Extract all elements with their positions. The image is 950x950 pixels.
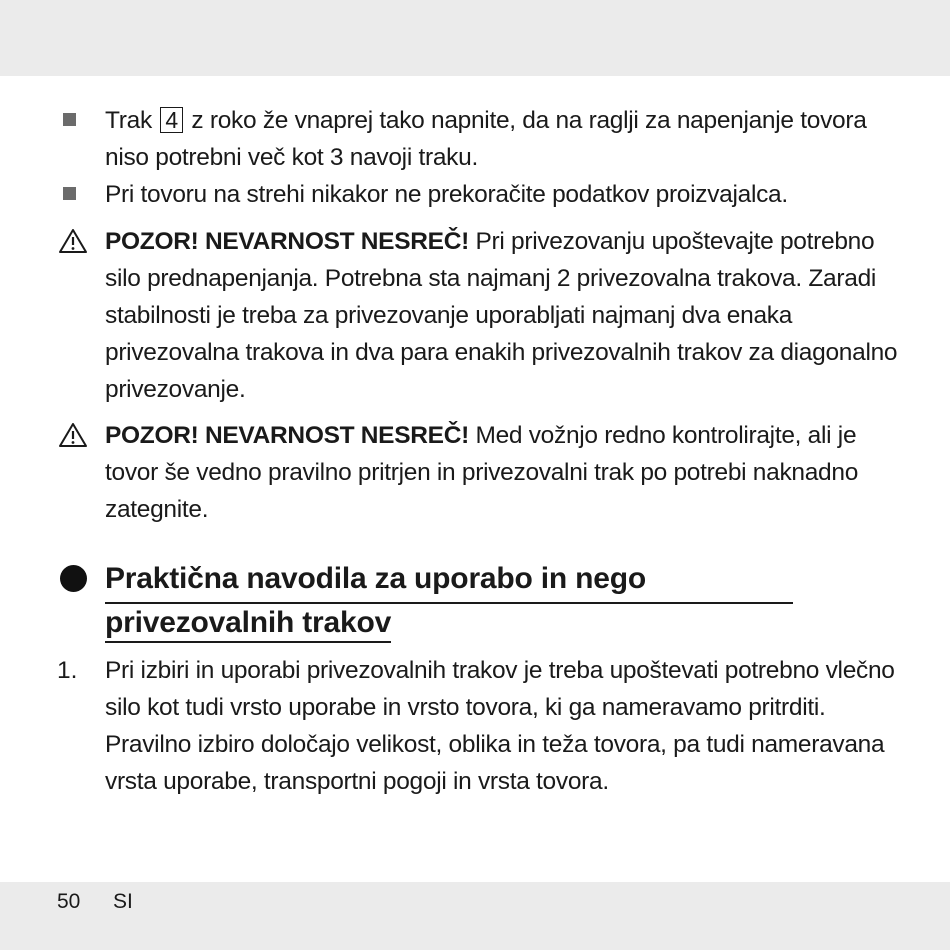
bullet-text-start: Trak: [105, 107, 159, 134]
warning-label: POZOR! NEVARNOST NESREČ!: [105, 228, 469, 255]
footer-band: [0, 882, 950, 950]
bullet-item: [105, 102, 905, 176]
warning-triangle-icon: [58, 228, 88, 254]
bullet-text-end: z roko že vnaprej tako napnite, da na raglji za napenjanje tovora niso potrebni več kot 3 navoji traku.: [105, 107, 867, 171]
section-bullet-icon: [60, 565, 87, 592]
page-number: 50: [57, 890, 81, 913]
bullet-square-icon: [63, 187, 76, 200]
language-code: SI: [113, 890, 133, 913]
bullet-text: Pri tovoru na strehi nikakor ne prekoračite podatkov proizvajalca.: [105, 181, 788, 208]
warning-triangle-icon: [58, 422, 88, 448]
section-title-line-2: privezovalnih trakov: [105, 602, 805, 644]
list-item-text: Pri izbiri in uporabi privezovalnih trakov je treba upoštevati potrebno vlečno silo kot tudi vrsto uporabe in vrsto tovora, ki ga nameravamo pritrditi. Pravilno izbiro določajo velikost, oblika in teža tovora, pa tudi nameravana vrsta uporabe, transportni pogoji in vrsta tovora.: [105, 657, 895, 795]
warning-text: Med vožnjo redno kontrolirajte, ali je tovor še vedno pravilno pritrjen in privezovalni trak po potrebi naknadno zategnite.: [105, 422, 859, 523]
part-reference-box: 4: [160, 107, 183, 133]
section-title-line-1: Praktična navodila za uporabo in nego: [105, 558, 805, 604]
bullet-item: [105, 176, 905, 213]
warning-label: POZOR! NEVARNOST NESREČ!: [105, 422, 469, 449]
warning-text: Pri privezovanju upoštevajte potrebno silo prednapenjanja. Potrebna sta najmanj 2 privezovalna trakova. Zaradi stabilnosti je treba za privezovanje uporabljati najmanj dva enaka privezovalna trakova in dva para enakih privezovalnih trakov za diagonalno privezovanje.: [105, 228, 898, 403]
header-band: [0, 0, 950, 76]
list-number: 1.: [57, 657, 78, 684]
bullet-square-icon: [63, 113, 76, 126]
warning-paragraph: [105, 417, 905, 528]
warning-paragraph: [105, 223, 905, 408]
